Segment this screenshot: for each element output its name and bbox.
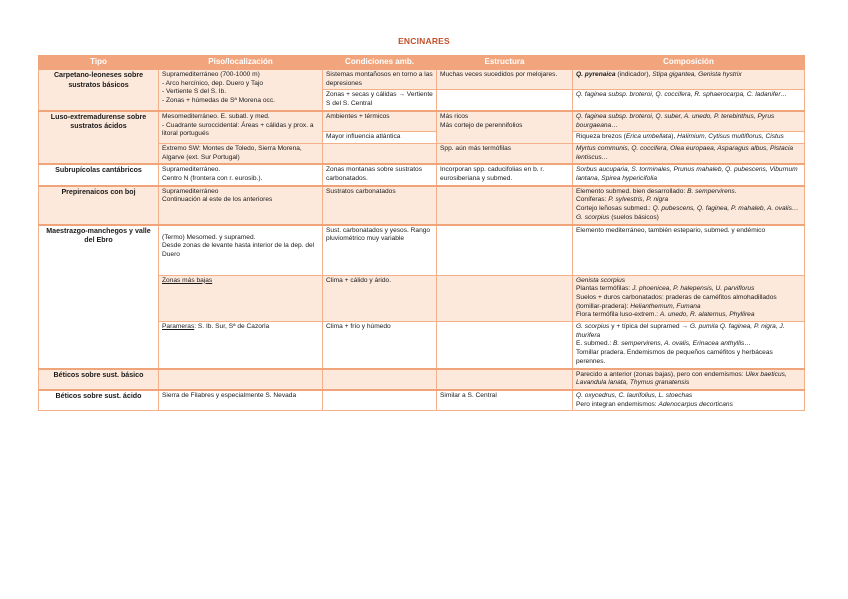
tipo-luso: Luso-extremadurense sobre sustratos ácidos: [39, 111, 159, 165]
cell-text: : S. Ib. Sur, Sª de Cazorla: [194, 323, 270, 331]
cell-text: [576, 196, 801, 205]
cell-text: Q. pubescens, Q. faginea, P. mahaleb, A. ovalis… G. scorpius: [576, 205, 799, 221]
cond-maes-3: Clima + frío y húmedo: [323, 322, 437, 369]
empty-cell: [323, 390, 437, 411]
piso-maes-2: [159, 275, 323, 322]
cond-maes-1: Sust. carbonatados y yesos. Rango pluviométrico muy variable: [323, 225, 437, 276]
cell-text: y + típica del supramed →: [609, 323, 690, 331]
cell-text: Desde zonas de levante hasta interior de la dep. del Duero: [162, 242, 315, 258]
piso-maes-1: [159, 225, 323, 276]
cell-text: Elemento submed. bien desarrollado:: [576, 187, 688, 195]
cell-text: Riqueza brezos (: [576, 133, 626, 141]
empty-cell: [323, 143, 437, 164]
cell-text: Más cortejo de perennifolios: [440, 121, 523, 129]
header-estructura: Estructura: [437, 56, 573, 70]
comp-carpetano-1: [573, 70, 805, 90]
cond-subrup: Zonas montanas sobre sustratos carbonatados.: [323, 164, 437, 185]
cond-carpetano-1: Sistemas montañosos en torno a las depresiones: [323, 70, 437, 90]
comp-subrup: Sorbus aucuparia, S. torminales, Prunus mahaleb, Q. pubescens, Viburnum lantana, Spirea hypericifolia: [573, 164, 805, 185]
comp-luso-1: Q. faginea subsp. broteroi, Q. suber, A. unedo, P. terebinthus, Pyrus bourgaeana…: [573, 111, 805, 132]
empty-cell: [437, 322, 573, 369]
estr-luso-1: [437, 111, 573, 144]
cell-text: [576, 323, 801, 340]
comp-luso-2: [573, 132, 805, 144]
comp-betbas: [573, 369, 805, 390]
cond-luso-2: Mayor influencia atlántica: [323, 132, 437, 144]
table-row: [39, 164, 805, 185]
comp-maes-3: [573, 322, 805, 369]
comp-maes-1: Elemento mediterráneo, también estepario, submed. y endémico: [573, 225, 805, 276]
empty-cell: [437, 369, 573, 390]
cell-text: A. unedo, R. alaternus, Phyllirea: [659, 311, 755, 319]
cell-text: [576, 294, 801, 311]
tipo-betbas: Béticos sobre sust. básico: [39, 369, 159, 390]
cell-text: Plantas termófilas:: [576, 285, 633, 293]
comp-betac: [573, 390, 805, 411]
table-row: [39, 369, 805, 390]
cell-text: J. phoenicea, P. halepensis, U. parviflorus: [632, 285, 755, 293]
cell-text: Q. oxycedrus, C. laurifolius, L. stoechas: [576, 391, 693, 399]
comp-maes-2: [573, 275, 805, 322]
cell-text: Pero integran endemismos:: [576, 400, 659, 408]
cell-text: Parecido a anterior (zonas bajas), pero con endemismos:: [576, 370, 746, 378]
cell-text: E. submed.:: [576, 340, 614, 348]
cell-text: Helianthemum, Fumana: [630, 302, 701, 310]
cell-text: (Termo) Mesomed. y supramed.: [162, 233, 256, 241]
piso-carpetano: [159, 70, 323, 111]
piso-prepir: [159, 186, 323, 225]
header-piso: Piso/localización: [159, 56, 323, 70]
header-condiciones: Condiciones amb.: [323, 56, 437, 70]
header-tipo: Tipo: [39, 56, 159, 70]
cell-text: Suelos + duros carbonatados: praderas de caméfitos almohadillados (tomillar-pradera):: [576, 293, 777, 310]
cell-text: B. sempervirens, A. ovalis, Erinacea anthyllis…: [613, 340, 751, 348]
cell-text: B. sempervirens: [687, 187, 735, 195]
cell-text: G. scorpius: [576, 323, 610, 331]
cell-text: Erica umbellata: [625, 133, 672, 141]
cell-text: (indicador),: [615, 71, 653, 78]
table-row: [39, 70, 805, 90]
tipo-prepir: Prepirenaicos con boj: [39, 186, 159, 225]
cell-text: (suelos básicos): [609, 213, 659, 221]
estr-luso-2: Spp. aún más termófilas: [437, 143, 573, 164]
cell-text: P. sylvestris, P. nigra: [608, 196, 669, 204]
cell-text: - Vertiente S del S. Ib.: [162, 88, 227, 96]
table-row: [39, 225, 805, 276]
empty-cell: [323, 369, 437, 390]
cell-text: [576, 401, 801, 410]
cell-text: Supramediterráneo: [162, 187, 219, 195]
cell-text: ),: [671, 133, 678, 141]
empty-cell: [437, 275, 573, 322]
header-row: [39, 56, 805, 70]
cell-text: Flora termófila luso-extrem.:: [576, 311, 660, 319]
cell-text: Supramediterráneo (700-1000 m): [162, 71, 260, 78]
comp-prepir: [573, 186, 805, 225]
cond-carpetano-2: Zonas + secas y cálidas → Vertiente S del S. Central: [323, 90, 437, 111]
cell-text: Cortejo leñosas submed.:: [576, 205, 653, 213]
cell-text: Adenocarpus decorticans: [658, 400, 733, 408]
cell-text: - Cuadrante suroccidental: Áreas + cálidas y prox. a litoral portugués: [162, 121, 314, 138]
table-row: [39, 111, 805, 132]
cell-text: Centro N (frontera con r. eurosib.).: [162, 175, 263, 183]
cond-luso-1: Ambientes + térmicos: [323, 111, 437, 132]
comp-carpetano-2: Q. faginea subsp. broteroi, Q. coccifera, R. sphaerocarpa, C. ladanifer…: [573, 90, 805, 111]
cell-text: [576, 340, 801, 349]
cell-text: Supramediterráneo.: [162, 166, 221, 174]
estr-subrup: Incorporan spp. caducifolias en b. r. eurosiberiana y submed.: [437, 164, 573, 185]
cell-text: [576, 311, 801, 320]
empty-cell: [159, 369, 323, 390]
document-title: ENCINARES: [398, 36, 450, 46]
tipo-betac: Béticos sobre sust. ácido: [39, 390, 159, 411]
table-row: [39, 186, 805, 225]
cell-text: Ulex baeticus, Lavandula lanata, Thymus granatensis: [576, 370, 787, 387]
piso-maes-3: [159, 322, 323, 369]
encinares-table: [38, 55, 805, 411]
tipo-subrup: Subrupícolas cantábricos: [39, 164, 159, 185]
cell-text: [576, 188, 801, 197]
comp-luso-3: Myrtus communis, Q. coccifera, Olea europaea, Asparagus albus, Pistacia lentiscus…: [573, 143, 805, 164]
cell-text: - Zonas + húmedas de Sª Morena occ.: [162, 97, 275, 105]
cell-text: Q. pyrenaica: [576, 71, 616, 78]
estr-carpetano: Muchas veces sucedidos por melojares.: [437, 70, 573, 90]
empty-cell: [437, 90, 573, 111]
cell-text: .: [734, 187, 737, 195]
empty-cell: [437, 225, 573, 276]
cond-prepir: Sustratos carbonatados: [323, 186, 437, 225]
cell-text: [576, 205, 801, 222]
cell-text: Más ricos: [440, 112, 469, 120]
table-row: [39, 390, 805, 411]
tipo-carpetano: Carpetano-leoneses sobre sustratos básicos: [39, 70, 159, 111]
cell-text: Zonas más bajas: [162, 276, 213, 284]
cell-text: Stipa gigantea, Genista hystrix: [652, 71, 742, 78]
tipo-maes: Maestrazgo-manchegos y valle del Ebro: [39, 225, 159, 369]
estr-betac: Similar a S. Central: [437, 390, 573, 411]
piso-luso-1: [159, 111, 323, 144]
cell-text: Tomillar pradera. Endemismos de pequeños caméfitos y herbáceas perennes.: [576, 349, 773, 365]
piso-betac: Sierra de Filabres y especialmente S. Nevada: [159, 390, 323, 411]
cell-text: [576, 285, 801, 294]
cell-text: Halimium, Cytisus multiflorus, Cistus: [677, 133, 784, 141]
cell-text: G. pumila Q. faginea, P. nigra, J. thurifera: [576, 323, 785, 339]
cell-text: Coníferas:: [576, 196, 609, 204]
cell-text: Mesomediterráneo. E. subatl. y med.: [162, 112, 270, 120]
cell-text: - Arco hercínico, dep. Duero y Tajo: [162, 79, 264, 87]
cell-text: Continuación al este de los anteriores: [162, 196, 273, 204]
header-composicion: Composición: [573, 56, 805, 70]
piso-luso-2: Extremo SW: Montes de Toledo, Sierra Morena, Algarve (ext. Sur Portugal): [159, 143, 323, 164]
cond-maes-2: Clima + cálido y árido.: [323, 275, 437, 322]
cell-text: Parameras: [162, 323, 195, 331]
empty-cell: [437, 186, 573, 225]
piso-subrup: [159, 164, 323, 185]
cell-text: Genista scorpius: [576, 276, 626, 284]
